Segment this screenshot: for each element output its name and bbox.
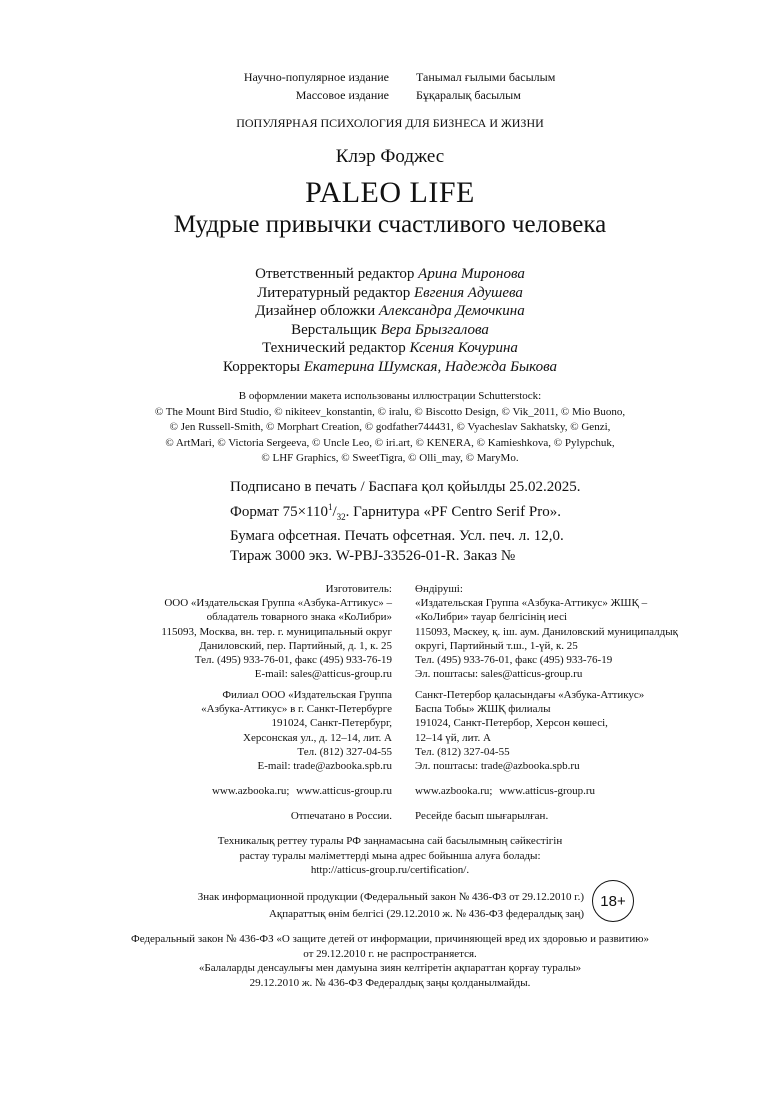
staff-name: Вера Брызгалова <box>380 321 489 338</box>
manufacturer-kk-line: 115093, Мәскеу, қ. іш. аум. Даниловский муниципалдық <box>415 625 678 638</box>
staff-line <box>0 358 780 377</box>
staff-line <box>0 302 780 321</box>
age-rating-badge: 18+ <box>592 880 634 922</box>
format-numerator: 1 <box>328 501 333 512</box>
branch-kk <box>415 688 644 773</box>
book-title: PALEO LIFE <box>305 176 475 209</box>
manufacturer-kk-line: Өндіруші: <box>415 583 463 595</box>
website-links-kk[interactable]: www.azbooka.ru; www.atticus-group.ru <box>415 785 596 797</box>
branch-kk-line: Баспа Тобы» ЖШҚ филиалы <box>415 703 551 716</box>
format-denominator: 32 <box>336 511 346 522</box>
branch-kk-line: Тел. (812) 327-04-55 <box>415 745 510 758</box>
illustration-line: © ArtMari, © Victoria Sergeeva, © Uncle Leo, © iri.art, © KENERA, © Kamieshkova, © Pylypchuk, <box>165 436 615 449</box>
staff-role: Дизайнер обложки <box>255 303 376 319</box>
law-line: от 29.12.2010 г. не распространяется. <box>303 947 477 960</box>
branch-ru <box>201 688 392 773</box>
manufacturer-ru-line: Даниловский, пер. Партийный, д. 1, к. 25 <box>199 639 392 652</box>
branch-ru-line: «Азбука-Аттикус» в г. Санкт-Петербурге <box>201 703 392 716</box>
branch-ru-line: Филиал ООО «Издательская Группа <box>222 689 392 701</box>
manufacturer-ru-line: Изготовитель: <box>325 583 392 595</box>
illustration-line: © The Mount Bird Studio, © nikiteev_konstantin, © iralu, © Biscotto Design, © Vik_2011, © Mio Buono, <box>154 405 626 418</box>
law-line: «Балаларды денсаулығы мен дамуына зиян келтіретін ақпараттан қорғау туралы» <box>198 962 582 974</box>
staff-line <box>0 339 780 358</box>
mass-label-kk: Бұқаралық басылым <box>416 88 521 102</box>
law-line: Федеральный закон № 436-ФЗ «О защите детей от информации, причиняющей вред их здоровью и развитию» <box>131 933 649 945</box>
certification-info <box>0 834 780 878</box>
staff-name: Ксения Кочурина <box>409 340 518 356</box>
branch-email-ru: E-mail: trade@azbooka.spb.ru <box>257 760 392 773</box>
edition-label-ru: Научно-популярное издание <box>243 70 389 84</box>
manufacturer-email-ru: E-mail: sales@atticus-group.ru <box>254 668 392 681</box>
edition-label-kk: Танымал ғылыми басылым <box>416 70 556 84</box>
illustration-line: © Jen Russell-Smith, © Morphart Creation, © godfather744431, © Vyacheslav Sakhatsky, © Genzi, <box>169 421 611 433</box>
staff-credits <box>0 265 780 376</box>
illustration-line: © LHF Graphics, © SweetTigra, © Olli_may, © MaryMo. <box>261 452 519 464</box>
manufacturer-ru <box>161 582 392 681</box>
illustration-line: В оформлении макета использованы иллюстрации Schutterstock: <box>238 390 542 402</box>
manufacturer-kk-line: округі, Партийный т.ш., 1-үй, к. 25 <box>415 639 578 652</box>
manufacturer-ru-line: ООО «Издательская Группа «Азбука-Аттикус» – <box>164 597 392 610</box>
certification-url[interactable]: http://atticus-group.ru/certification/. <box>310 864 470 876</box>
book-author: Клэр Фоджес <box>335 146 445 167</box>
imprint-block <box>230 478 580 566</box>
staff-role: Ответственный редактор <box>255 266 415 282</box>
mass-label-ru: Массовое издание <box>295 88 389 102</box>
imprint-paper: Бумага офсетная. Печать офсетная. Усл. печ. л. 12,0. <box>230 528 564 544</box>
staff-role: Корректоры <box>222 358 300 375</box>
branch-kk-line: Санкт-Петербор қаласындағы «Азбука-Аттикус» <box>415 689 645 701</box>
manufacturer-kk-line: «Издательская Группа «Азбука-Аттикус» ЖШҚ – <box>415 597 648 610</box>
branch-ru-line: Херсонская ул., д. 12–14, лит. А <box>243 731 392 744</box>
manufacturer-ru-line: обладатель товарного знака «КоЛибри» <box>206 611 392 624</box>
imprint-format: Формат $75\times 110^1/_{32}$. Гарнитура «PF Centro Serif Pro». <box>230 501 561 522</box>
age-sign-kk: Ақпараттық өнім белгісі (29.12.2010 ж. № 436-ФЗ федералдық заң) <box>268 907 584 920</box>
staff-line <box>0 265 780 284</box>
law-line: 29.12.2010 ж. № 436-ФЗ Федералдық заңы қолданылмайды. <box>249 976 531 989</box>
branch-kk-line: 191024, Санкт-Петербор, Херсон көшесі, <box>415 717 608 730</box>
manufacturer-email-kk: Эл. поштасы: sales@atticus-group.ru <box>415 668 583 681</box>
staff-name: Евгения Адушева <box>413 284 523 301</box>
staff-name: Екатерина Шумская, Надежда Быкова <box>303 358 557 375</box>
staff-name: Александра Демочкина <box>378 303 525 319</box>
printed-in-ru: Отпечатано в России. <box>290 810 392 822</box>
series-name: ПОПУЛЯРНАЯ ПСИХОЛОГИЯ ДЛЯ БИЗНЕСА И ЖИЗНИ <box>236 116 544 130</box>
imprint-print-run: Тираж 3000 экз. W-PBJ-33526-01-R. Заказ № <box>230 547 516 564</box>
staff-role: Технический редактор <box>262 340 406 356</box>
branch-ru-line: 191024, Санкт-Петербург, <box>271 717 392 730</box>
branch-email-kk: Эл. поштасы: trade@azbooka.spb.ru <box>415 760 580 773</box>
manufacturer-kk-line: «КоЛибри» тауар белгісінің иесі <box>415 611 568 624</box>
staff-line <box>0 284 780 303</box>
format-suffix: . Гарнитура «PF Centro Serif Pro». <box>345 503 561 520</box>
printed-in-kk: Ресейде басып шығарылған. <box>415 810 549 822</box>
book-subtitle: Мудрые привычки счастливого человека <box>173 211 607 238</box>
website-links-ru[interactable]: www.azbooka.ru; www.atticus-group.ru <box>211 785 392 797</box>
staff-role: Литературный редактор <box>257 284 411 301</box>
branch-ru-line: Тел. (812) 327-04-55 <box>297 745 392 758</box>
certification-line: растау туралы мәліметтерді мына адрес бойынша алуға болады: <box>239 849 541 862</box>
branch-kk-line: 12–14 үй, лит. А <box>415 731 491 744</box>
manufacturer-ru-line: Тел. (495) 933-76-01, факс (495) 933-76-19 <box>194 654 392 667</box>
age-sign-text <box>198 889 584 922</box>
format-prefix: Формат 75×110 <box>230 503 328 520</box>
law-notice <box>0 932 780 990</box>
staff-name: Арина Миронова <box>418 266 525 282</box>
manufacturer-kk-line: Тел. (495) 933-76-01, факс (495) 933-76-19 <box>415 654 613 667</box>
age-sign-ru: Знак информационной продукции (Федеральный закон № 436-ФЗ от 29.12.2010 г.) <box>197 891 584 903</box>
staff-role: Верстальщик <box>291 321 377 338</box>
illustration-credits <box>0 389 780 467</box>
imprint-signed: Подписано в печать / Баспаға қол қойылды 25.02.2025. <box>230 479 581 495</box>
manufacturer-kk <box>415 582 678 681</box>
staff-line <box>0 321 780 340</box>
manufacturer-ru-line: 115093, Москва, вн. тер. г. муниципальный округ <box>161 625 392 638</box>
certification-line: Техникалық реттеу туралы РФ заңнамасына сай басылымның сәйкестігін <box>217 835 563 847</box>
